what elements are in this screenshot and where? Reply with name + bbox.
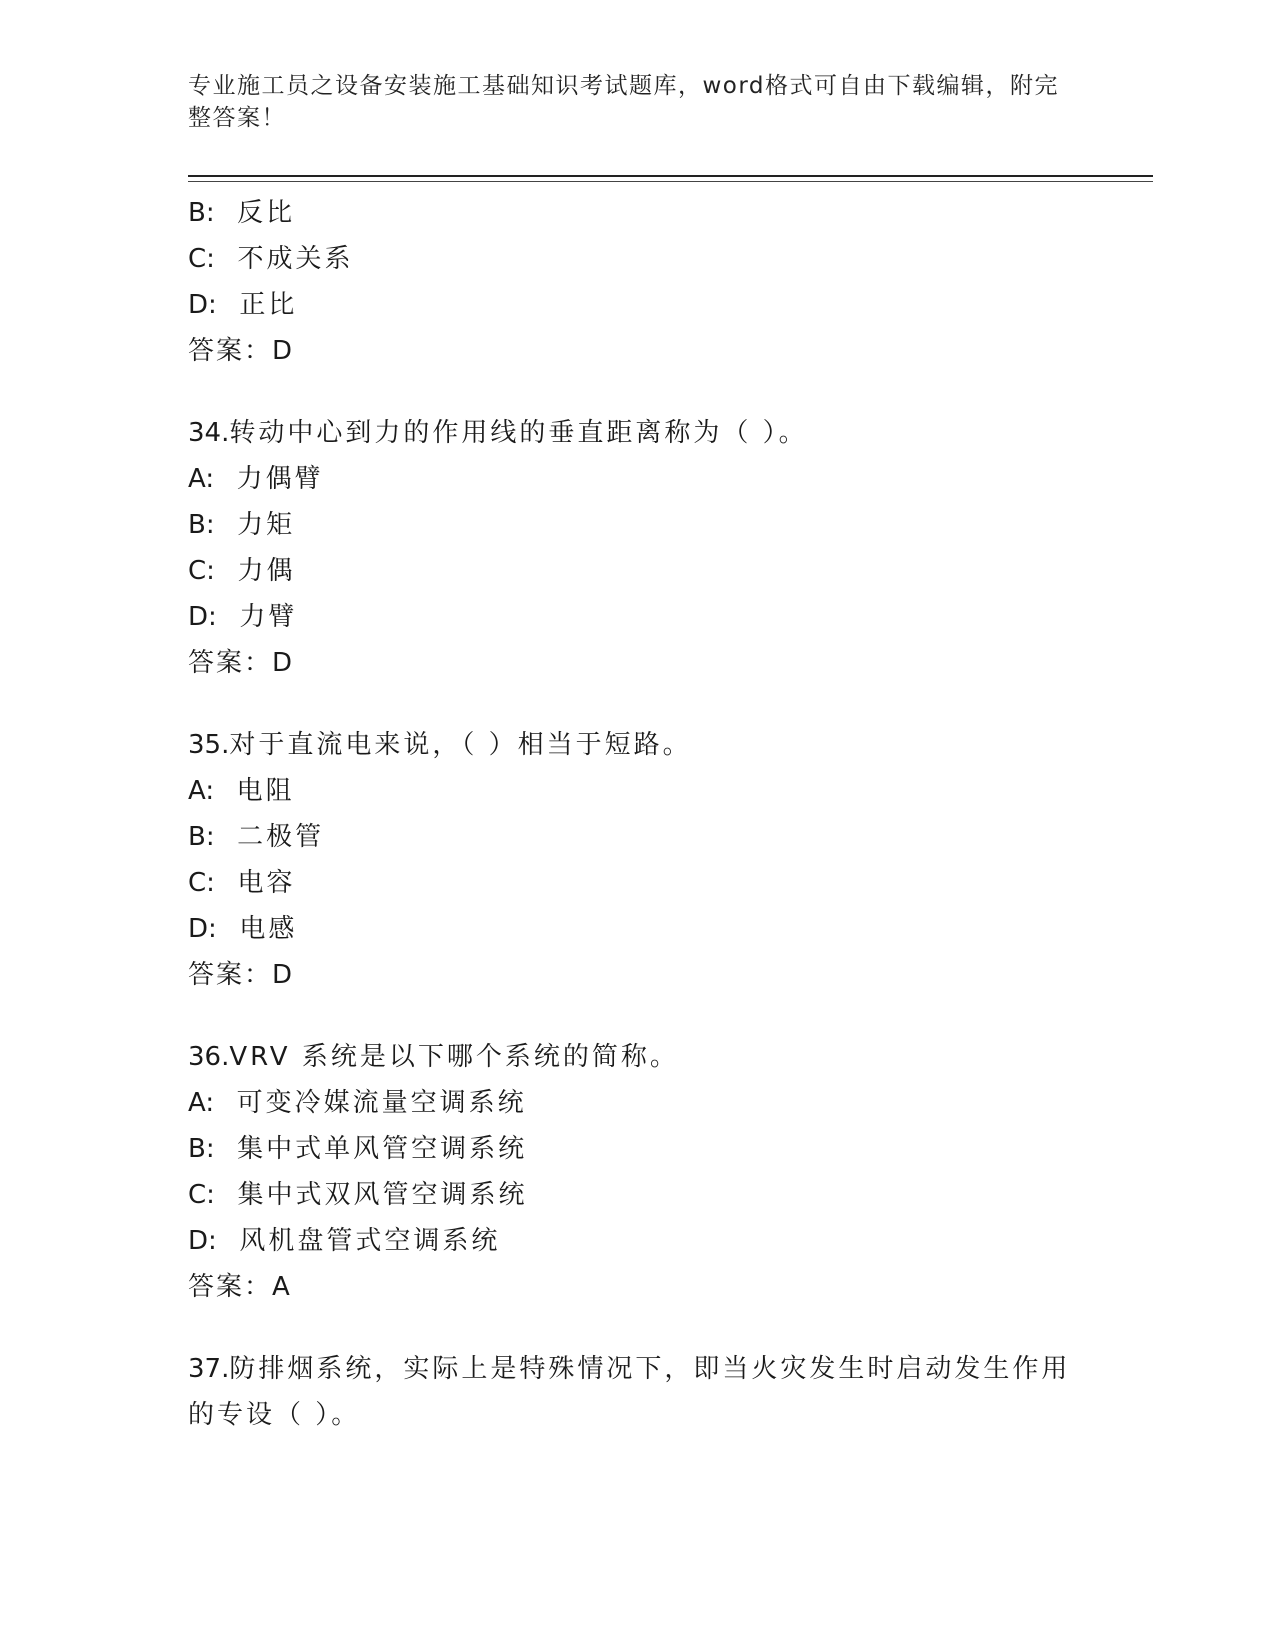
option-c: C: 不成关系 (188, 244, 354, 274)
option-c: C: 集中式双风管空调系统 (188, 1180, 528, 1210)
question-34 (188, 410, 1108, 686)
question-stem: 35.对于直流电来说，（ ）相当于短路。 (188, 730, 692, 760)
answer-label: 答案：D (188, 648, 295, 678)
option-b: B: 反比 (188, 198, 296, 228)
answer-label: 答案：D (188, 960, 295, 990)
option-b: B: 二极管 (188, 822, 325, 852)
option-a: A: 可变冷媒流量空调系统 (188, 1088, 527, 1118)
option-b: B: 力矩 (188, 510, 296, 540)
answer-label: 答案：A (188, 1272, 292, 1302)
question-35 (188, 722, 1108, 998)
option-a: A: 力偶臂 (188, 464, 324, 494)
prev-question-block (188, 190, 1108, 374)
option-a: A: 电阻 (188, 776, 295, 806)
question-37 (188, 1346, 1108, 1438)
answer-label: 答案：D (188, 336, 295, 366)
question-stem: 37.防排烟系统，实际上是特殊情况下，即当火灾发生时启动发生作用的专设（ ）。 (188, 1354, 1071, 1430)
header-rule-thick (188, 175, 1153, 177)
document-header: 专业施工员之设备安装施工基础知识考试题库，word格式可自由下载编辑，附完整答案！ (188, 73, 1060, 131)
question-stem: 34.转动中心到力的作用线的垂直距离称为（ ）。 (188, 418, 808, 448)
option-d: D: 电感 (188, 914, 298, 944)
question-list (188, 190, 1108, 1438)
option-d: D: 风机盘管式空调系统 (188, 1226, 501, 1256)
option-d: D: 力臂 (188, 602, 298, 632)
question-36 (188, 1034, 1108, 1310)
option-c: C: 力偶 (188, 556, 296, 586)
option-b: B: 集中式单风管空调系统 (188, 1134, 528, 1164)
header-rule-thin (188, 181, 1153, 182)
option-c: C: 电容 (188, 868, 296, 898)
question-stem: 36.VRV 系统是以下哪个系统的简称。 (188, 1042, 679, 1072)
option-d: D: 正比 (188, 290, 298, 320)
